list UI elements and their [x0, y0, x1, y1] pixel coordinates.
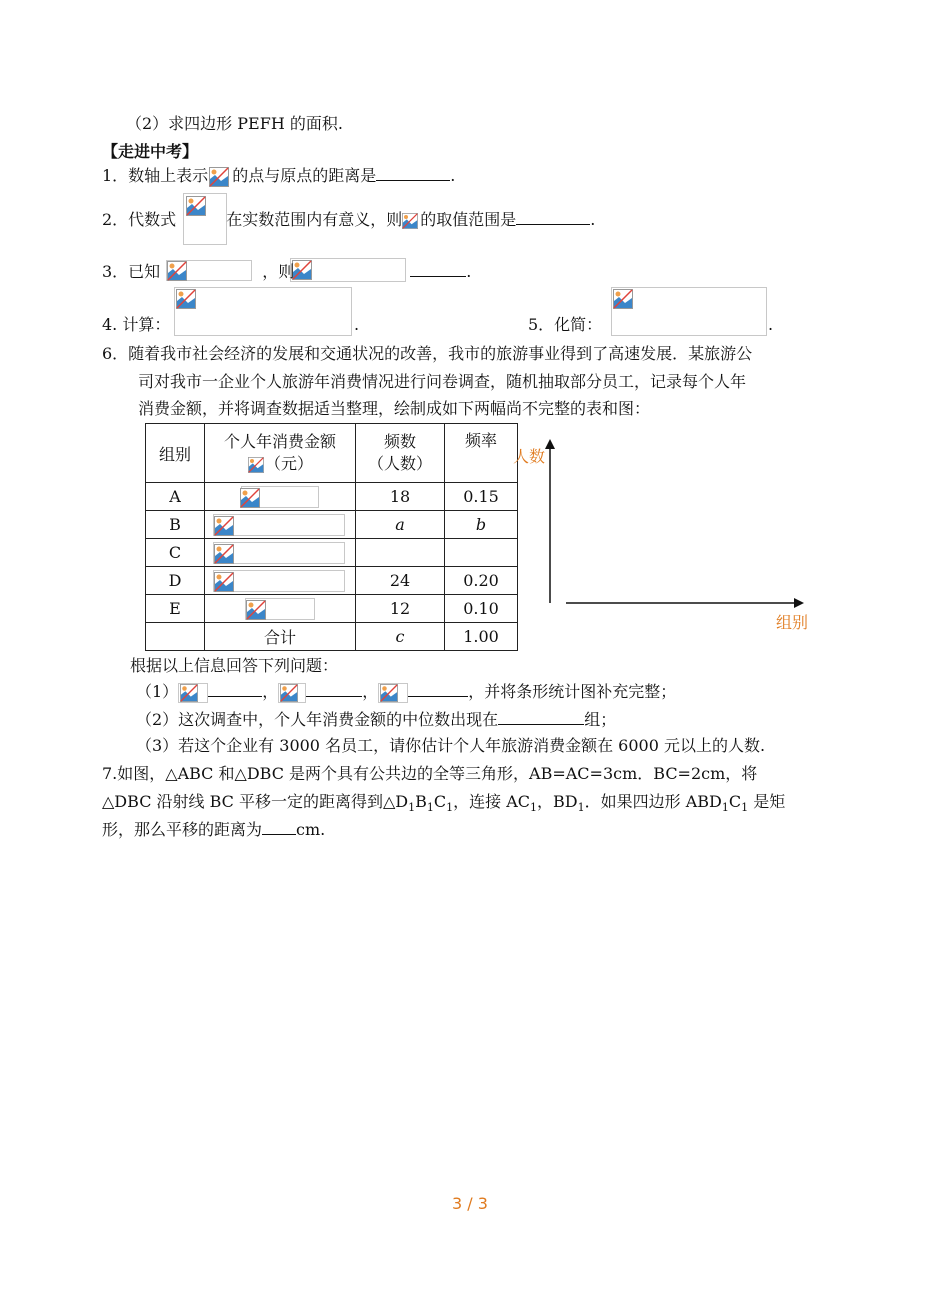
image-icon: [176, 289, 196, 309]
section-title: 【走进中考】: [102, 142, 199, 161]
question-4-label: 4. 计算：: [102, 315, 171, 334]
header-group: 组别: [146, 424, 205, 483]
answer-blank[interactable]: [262, 818, 296, 835]
question-6-intro: 根据以上信息回答下列问题：: [130, 656, 339, 675]
answer-blank[interactable]: [376, 164, 450, 181]
image-icon: [246, 600, 266, 620]
table-row: A 18 0.15: [146, 483, 518, 511]
q2-text: 2．代数式: [102, 210, 177, 229]
x-axis-label: 组别: [776, 613, 809, 632]
image-icon: [613, 289, 633, 309]
answer-blank[interactable]: [498, 708, 584, 725]
answer-blank[interactable]: [410, 260, 466, 277]
table-row: D 24 0.20: [146, 567, 518, 595]
question-6-sub1: （1） ， ， ，并将条形统计图补充完整；: [136, 682, 677, 701]
table-row: E 12 0.10: [146, 595, 518, 623]
question-6-line2: 司对我市一企业个人旅游年消费情况进行问卷调查，随机抽取部分员工，记录每个人年: [138, 372, 747, 391]
formula-image: [611, 287, 767, 336]
question-6-sub3: （3）若这个企业有 3000 名员工，请你估计个人年旅游消费金额在 6000 元以上的人数.: [136, 736, 766, 755]
table-total-row: 合计 c 1.00: [146, 623, 518, 651]
header-rate: 频率: [445, 424, 518, 483]
answer-blank-b[interactable]: [306, 680, 362, 697]
question-5-label: 5．化简：: [528, 315, 603, 334]
question-7-line2: △DBC 沿射线 BC 平移一定的距离得到$\triangle D_1B_1C_1$，连接 $AC_1$，$BD_1$．如果四边形 $ABD_1C_1$ 是矩: [102, 792, 786, 815]
subquestion-2-text: （2）求四边形 PEFH 的面积.: [126, 114, 343, 133]
image-icon: [214, 544, 234, 564]
question-6-line3: 消费金额，并将调查数据适当整理，绘制成如下两幅尚不完整的表和图：: [138, 399, 651, 418]
table-row: C: [146, 539, 518, 567]
image-icon: [247, 457, 265, 473]
bar-chart-axes: [530, 435, 820, 635]
image-icon: [178, 683, 208, 703]
question-6-line1: 6．随着我市社会经济的发展和交通状况的改善，我市的旅游事业得到了高速发展．某旅游公: [102, 344, 753, 363]
header-amount: 个人年消费金额 （元）: [205, 424, 356, 483]
y-axis-label: 人数: [513, 447, 546, 466]
question-3: 3．已知 ，则 .: [102, 262, 472, 281]
image-icon: [378, 683, 408, 703]
question-7-line3: 形，那么平移的距离为 cm.: [102, 820, 326, 839]
image-icon: [402, 212, 420, 230]
header-frequency: 频数 （人数）: [356, 424, 445, 483]
question-2: 2．代数式 在实数范围内有意义，则 的取值范围是 .: [102, 210, 596, 229]
y-axis-arrow: [545, 439, 555, 449]
image-icon: [278, 683, 306, 703]
x-axis-arrow: [794, 598, 804, 608]
q1-text: 1．数轴上表示: [102, 166, 209, 185]
q1-text-2: 的点与原点的距离是: [232, 166, 377, 185]
image-icon: [240, 488, 260, 508]
q3-text: 3．已知: [102, 262, 161, 281]
page-number: 3 / 3: [452, 1194, 488, 1213]
table-row: B a b: [146, 511, 518, 539]
frequency-table: [145, 423, 518, 651]
answer-blank-a[interactable]: [208, 680, 262, 697]
question-6-sub2: （2）这次调查中，个人年消费金额的中位数出现在 组；: [136, 710, 617, 729]
question-7-line1: 7.如图，△ABC 和△DBC 是两个具有公共边的全等三角形，AB=AC=3cm．BC=2cm，将: [102, 764, 758, 783]
table-header-row: [146, 424, 518, 483]
image-icon: [208, 167, 232, 187]
answer-blank[interactable]: [516, 208, 590, 225]
answer-blank-c[interactable]: [408, 680, 468, 697]
question-1: 1．数轴上表示 的点与原点的距离是 .: [102, 166, 456, 185]
image-icon: [214, 516, 234, 536]
image-icon: [214, 572, 234, 592]
formula-image: [174, 287, 352, 336]
